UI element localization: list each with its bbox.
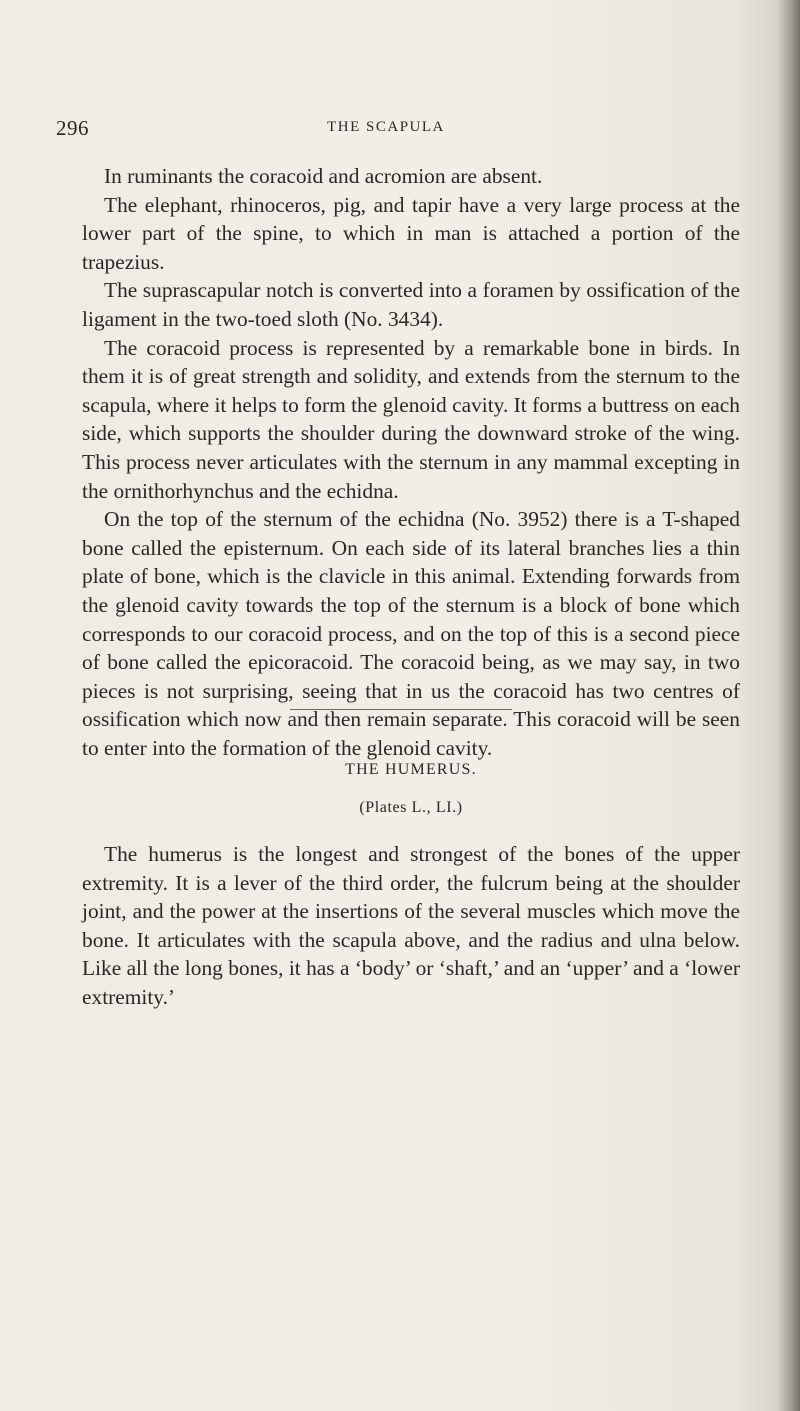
paragraph: On the top of the sternum of the echidna (No. 3952) there is a T-shaped bone called the episternum. On each side of its lateral branches lies a thin plate of bone, which is the clavicle in this animal. Extending forwards from the glenoid cavity towards the top of the sternum is a block of bone which corresponds to our coracoid process, and on the top of this is a second piece of bone called the epicoracoid. The coracoid being, as we may say, in two pieces is not surprising, seeing that in us the coracoid has two centres of ossification which now and then remain separate. This coracoid will be seen to enter into the formation of the glenoid cavity. [82,507,740,760]
section-divider [290,709,512,710]
page-number: 296 [56,116,89,140]
paragraph: The elephant, rhinoceros, pig, and tapir have a very large process at the lower part of the spine, to which in man is attached a portion of the trapezius. [82,192,740,274]
page-edge-shadow [778,0,800,1411]
section-heading: THE HUMERUS. [345,761,477,778]
humerus-text-block [82,840,740,1012]
paragraph: The humerus is the longest and strongest of the bones of the upper extremity. It is a lever of the third order, the fulcrum being at the shoulder joint, and the power at the insertions of the several muscles which move the bone. It articulates with the scapula above, and the radius and ulna below. Like all the long bones, it has a ‘body’ or ‘shaft,’ and an ‘upper’ and a ‘lower extremity.’ [82,842,740,1009]
plates-reference: (Plates L., LI.) [359,799,463,816]
paragraph: The suprascapular notch is converted into a foramen by ossification of the ligament in the two-toed sloth (No. 3434). [82,278,740,331]
running-title: THE SCAPULA [327,119,445,135]
paragraph: In ruminants the coracoid and acromion are absent. [104,164,543,188]
running-head [56,116,716,146]
scapula-text-block [82,162,740,762]
paragraph: The coracoid process is represented by a remarkable bone in birds. In them it is of great strength and solidity, and extends from the sternum to the scapula, where it helps to form the glenoid cavity. It forms a buttress on each side, which supports the shoulder during the downward stroke of the wing. This process never articulates with the sternum in any mammal excepting in the ornithorhynchus and the echidna. [82,335,740,503]
